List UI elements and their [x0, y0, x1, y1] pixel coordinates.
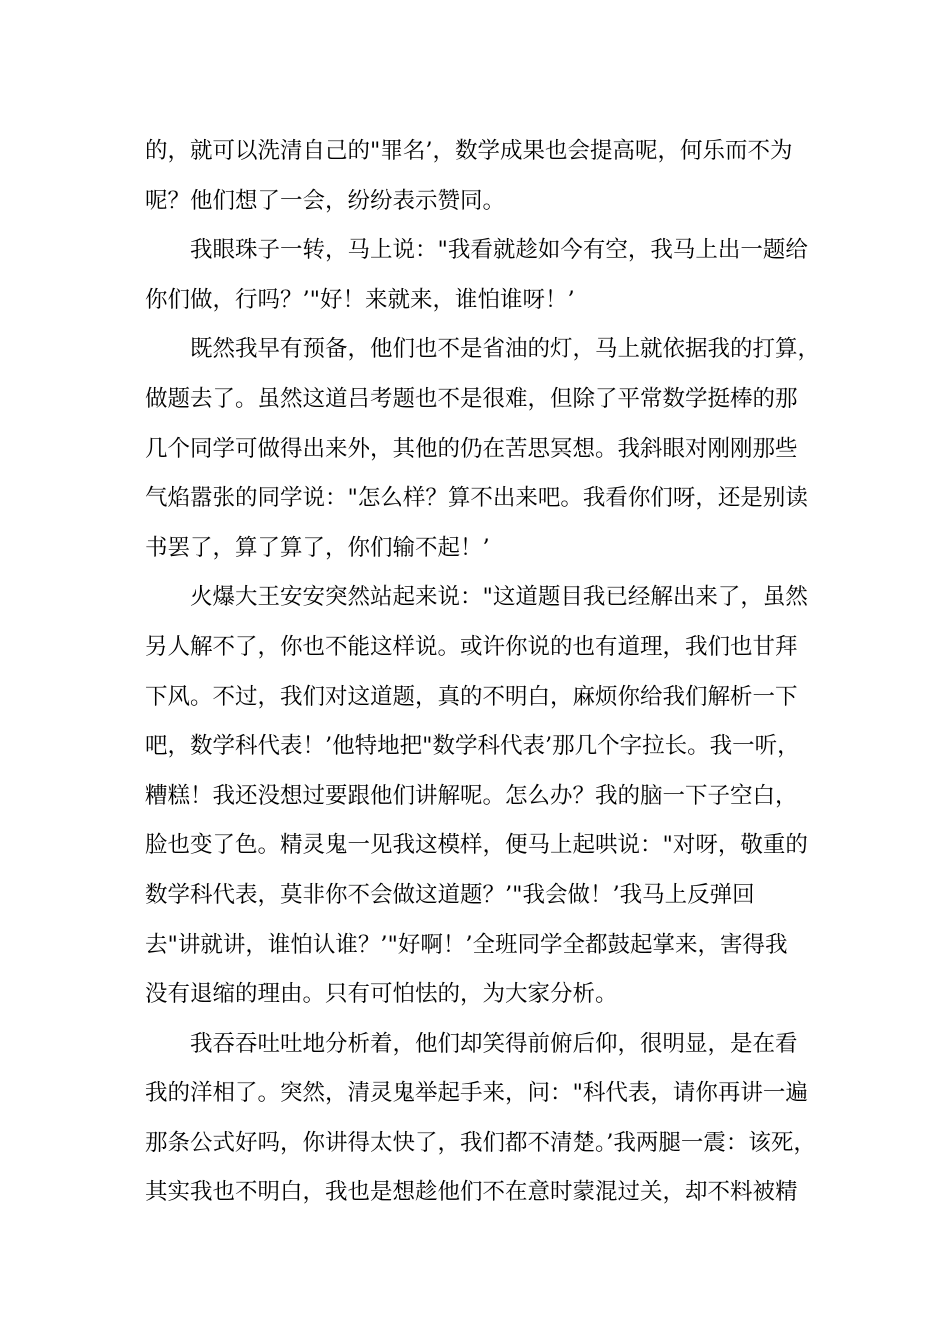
- text-line: 既然我早有预备，他们也不是省油的灯，马上就依据我的打算，: [190, 336, 821, 363]
- text-line: 其实我也不明白，我也是想趁他们不在意时蒙混过关，却不料被精: [145, 1179, 798, 1206]
- text-line: 我的洋相了。突然，清灵鬼举起手来，问："科代表，请你再讲一遍: [145, 1080, 808, 1107]
- text-line: 气焰嚣张的同学说："怎么样？算不出来吧。我看你们呀，还是别读: [145, 485, 808, 512]
- text-line: 下风。不过，我们对这道题，真的不明白，麻烦你给我们解析一下: [145, 683, 798, 710]
- text-line: 脸也变了色。精灵鬼一见我这模样，便马上起哄说："对呀，敬重的: [145, 832, 808, 859]
- text-line: 我吞吞吐吐地分析着，他们却笑得前俯后仰，很明显，是在看: [190, 1030, 798, 1057]
- text-line: 呢？他们想了一会，纷纷表示赞同。: [145, 187, 506, 214]
- text-line: 吧，数学科代表！’他特地把"数学科代表’那几个字拉长。我一听，: [145, 733, 800, 760]
- text-line: 糟糕！我还没想过要跟他们讲解呢。怎么办？我的脑一下子空白，: [145, 782, 798, 809]
- text-line: 火爆大王安安突然站起来说："这道题目我已经解出来了，虽然: [190, 584, 808, 611]
- body-text: [145, 127, 821, 1218]
- text-line: 那条公式好吗，你讲得太快了，我们都不清楚。’我两腿一震：该死，: [145, 1129, 816, 1156]
- text-line: 没有退缩的理由。只有可怕怯的，为大家分析。: [145, 981, 618, 1008]
- text-line: 去"讲就讲，谁怕认谁？’"好啊！’全班同学全都鼓起掌来，害得我: [145, 931, 788, 958]
- text-line: 做题去了。虽然这道吕考题也不是很难，但除了平常数学挺棒的那: [145, 385, 798, 412]
- text-line: 数学科代表，莫非你不会做这道题？’"我会做！’我马上反弹回: [145, 881, 755, 908]
- text-line: 另人解不了，你也不能这样说。或许你说的也有道理，我们也甘拜: [145, 633, 798, 660]
- text-line: 几个同学可做得出来外，其他的仍在苦思冥想。我斜眼对刚刚那些: [145, 435, 798, 462]
- text-line: 的，就可以洗清自己的"罪名’，数学成果也会提高呢，何乐而不为: [145, 138, 793, 164]
- text-line: 你们做，行吗？’"好！来就来，谁怕谁呀！’: [145, 286, 575, 313]
- text-line: 书罢了，算了算了，你们输不起！’: [145, 534, 490, 561]
- text-line: 我眼珠子一转，马上说："我看就趁如今有空，我马上出一题给: [190, 237, 808, 264]
